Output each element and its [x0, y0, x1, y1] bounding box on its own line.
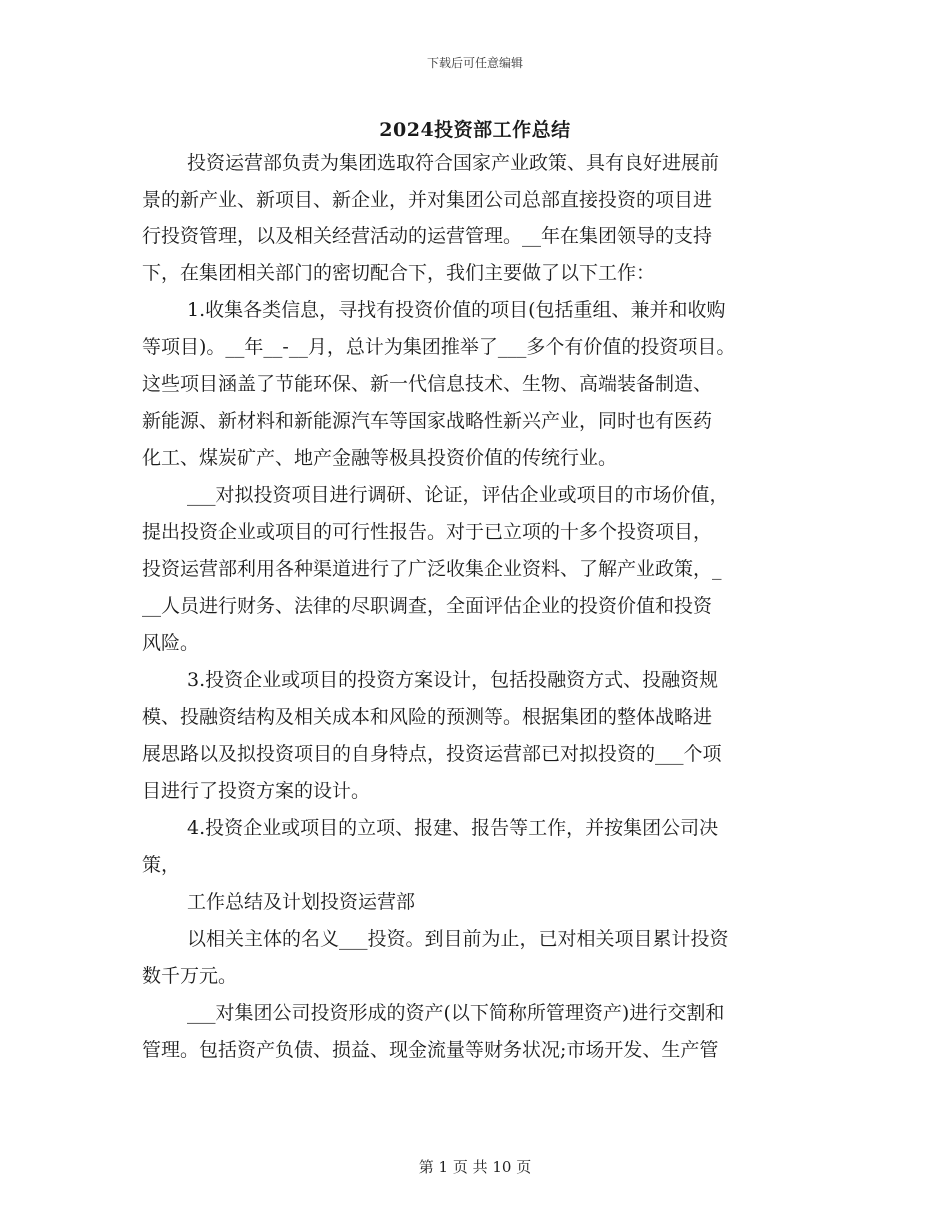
paragraph-line: 下，在集团相关部门的密切配合下，我们主要做了以下工作： [142, 262, 656, 284]
paragraph-line: 等项目)。__年__-__月，总计为集团推举了___多个有价值的投资项目。 [142, 336, 736, 358]
page-footer: 第 1 页 共 10 页 [418, 1158, 532, 1176]
paragraph-line: 行投资管理，以及相关经营活动的运营管理。__年在集团领导的支持 [142, 225, 713, 247]
paragraph-line: 投资运营部利用各种渠道进行了广泛收集企业资料、了解产业政策，_ [142, 558, 722, 580]
paragraph-line: 1.收集各类信息，寻找有投资价值的项目(包括重组、兼并和收购 [187, 299, 726, 321]
paragraph-line: 管理。包括资产负债、损益、现金流量等财务状况;市场开发、生产管 [142, 1039, 719, 1061]
paragraph-line: ___对拟投资项目进行调研、论证，评估企业或项目的市场价值， [187, 484, 729, 506]
paragraph-line: 目进行了投资方案的设计。 [142, 780, 371, 802]
header-note: 下载后可任意编辑 [426, 56, 523, 70]
paragraph-line: 3.投资企业或项目的投资方案设计，包括投融资方式、投融资规 [187, 669, 719, 691]
paragraph-line: 景的新产业、新项目、新企业，并对集团公司总部直接投资的项目进 [142, 189, 713, 211]
paragraph-line: 策， [142, 854, 181, 876]
paragraph-line: ___对集团公司投资形成的资产(以下简称所管理资产)进行交割和 [187, 1002, 725, 1024]
paragraph-line: 化工、煤炭矿产、地产金融等极具投资价值的传统行业。 [142, 447, 618, 469]
paragraph-line: 这些项目涵盖了节能环保、新一代信息技术、生物、高端装备制造、 [142, 373, 713, 395]
paragraph-line: 工作总结及计划投资运营部 [187, 891, 416, 913]
paragraph-line: 投资运营部负责为集团选取符合国家产业政策、具有良好进展前 [187, 152, 720, 174]
paragraph-line: 新能源、新材料和新能源汽车等国家战略性新兴产业，同时也有医药 [142, 410, 713, 432]
paragraph-line: __人员进行财务、法律的尽职调查，全面评估企业的投资价值和投资 [142, 595, 713, 617]
document-title: 2024投资部工作总结 [379, 119, 571, 141]
paragraph-line: 风险。 [142, 632, 200, 654]
paragraph-line: 模、投融资结构及相关成本和风险的预测等。根据集团的整体战略进 [142, 706, 713, 728]
paragraph-line: 展思路以及拟投资项目的自身特点，投资运营部已对拟投资的___个项 [142, 743, 722, 765]
paragraph-line: 4.投资企业或项目的立项、报建、报告等工作，并按集团公司决 [187, 817, 719, 839]
paragraph-line: 数千万元。 [142, 965, 238, 987]
paragraph-line: 以相关主体的名义___投资。到目前为止，已对相关项目累计投资 [187, 928, 729, 950]
paragraph-line: 提出投资企业或项目的可行性报告。对于已立项的十多个投资项目， [142, 521, 713, 543]
